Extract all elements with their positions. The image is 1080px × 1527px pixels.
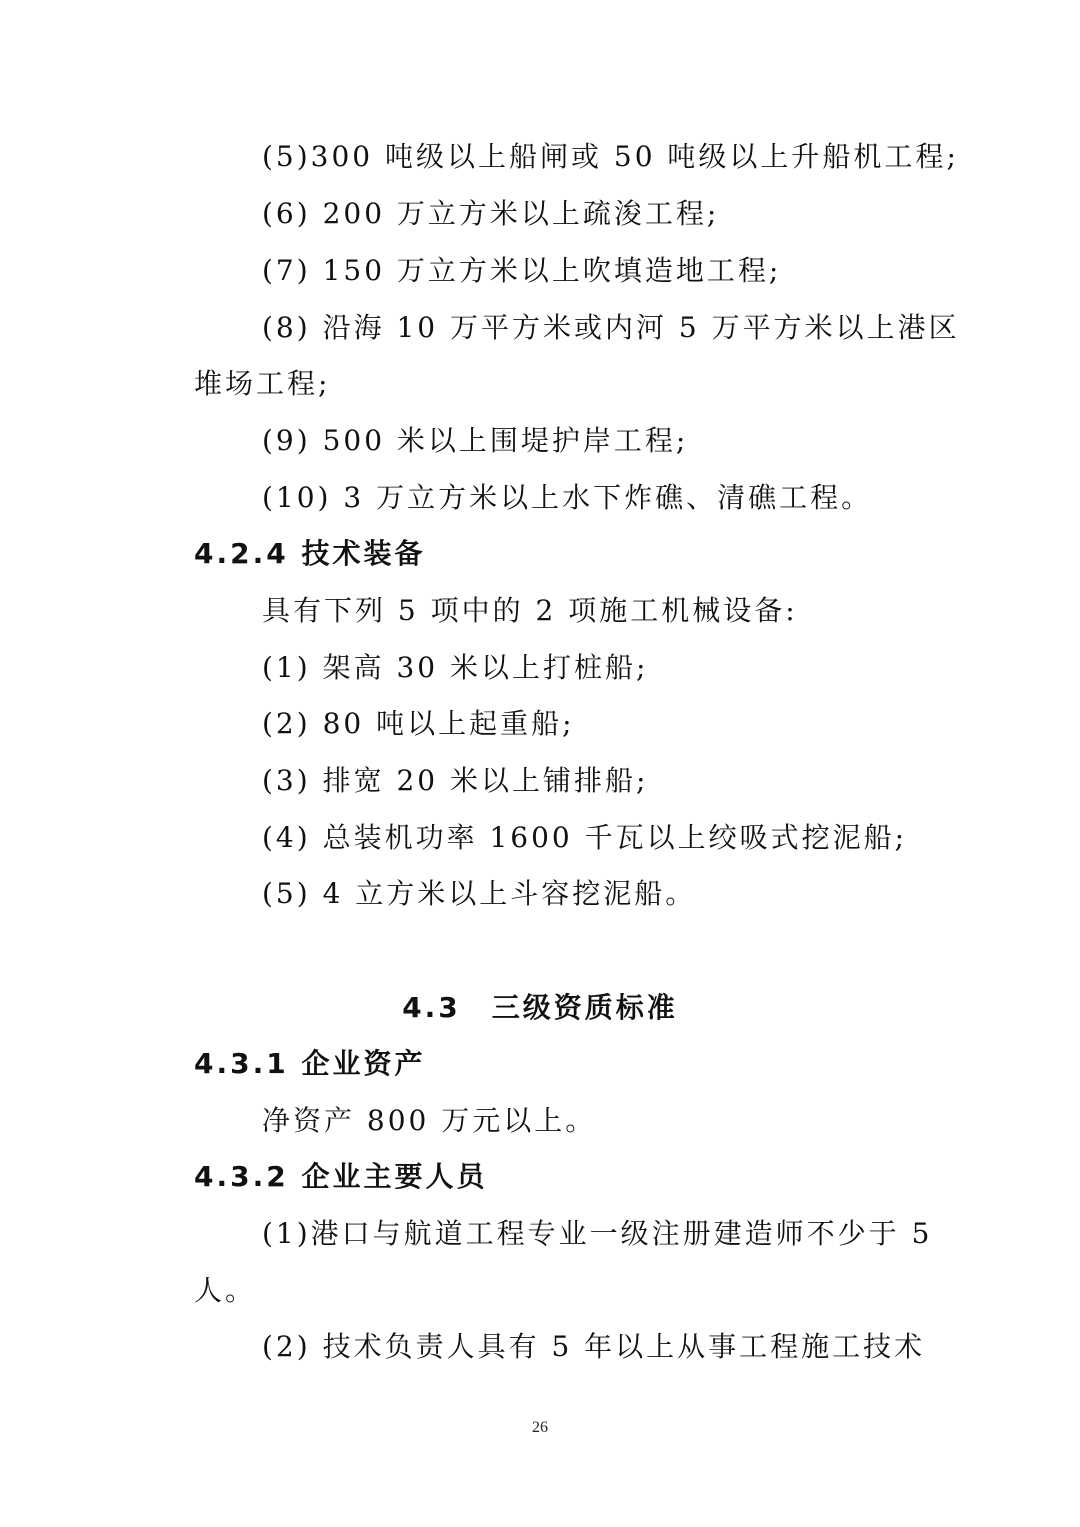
list-item: (2) 80 吨以上起重船; bbox=[262, 707, 575, 740]
list-item: (5)300 吨级以上船闸或 50 吨级以上升船机工程; bbox=[262, 140, 959, 173]
list-item: (3) 排宽 20 米以上铺排船; bbox=[262, 764, 649, 797]
list-item: (7) 150 万立方米以上吹填造地工程; bbox=[262, 254, 782, 287]
section-heading-4-3: 4.3 三级资质标准 bbox=[402, 991, 678, 1024]
section-heading-4-2-4: 4.2.4 技术装备 bbox=[194, 537, 426, 570]
section-heading-4-3-1: 4.3.1 企业资产 bbox=[194, 1047, 426, 1080]
list-item-continuation: 堆场工程; bbox=[194, 367, 331, 400]
list-item: (1)港口与航道工程专业一级注册建造师不少于 5 bbox=[262, 1217, 933, 1250]
list-item: (8) 沿海 10 万平方米或内河 5 万平方米以上港区 bbox=[262, 311, 960, 344]
list-item: (10) 3 万立方米以上水下炸礁、清礁工程。 bbox=[262, 481, 873, 514]
page-number: 26 bbox=[532, 1419, 548, 1436]
section-intro: 具有下列 5 项中的 2 项施工机械设备: bbox=[262, 594, 798, 627]
list-item: (6) 200 万立方米以上疏浚工程; bbox=[262, 197, 720, 230]
list-item: (1) 架高 30 米以上打桩船; bbox=[262, 651, 649, 684]
section-text: 净资产 800 万元以上。 bbox=[262, 1104, 597, 1137]
list-item-continuation: 人。 bbox=[194, 1274, 257, 1307]
section-heading-4-3-2: 4.3.2 企业主要人员 bbox=[194, 1160, 488, 1193]
list-item: (5) 4 立方米以上斗容挖泥船。 bbox=[262, 877, 697, 910]
list-item: (2) 技术负责人具有 5 年以上从事工程施工技术 bbox=[262, 1330, 926, 1363]
list-item: (9) 500 米以上围堤护岸工程; bbox=[262, 424, 689, 457]
list-item: (4) 总装机功率 1600 千瓦以上绞吸式挖泥船; bbox=[262, 821, 908, 854]
